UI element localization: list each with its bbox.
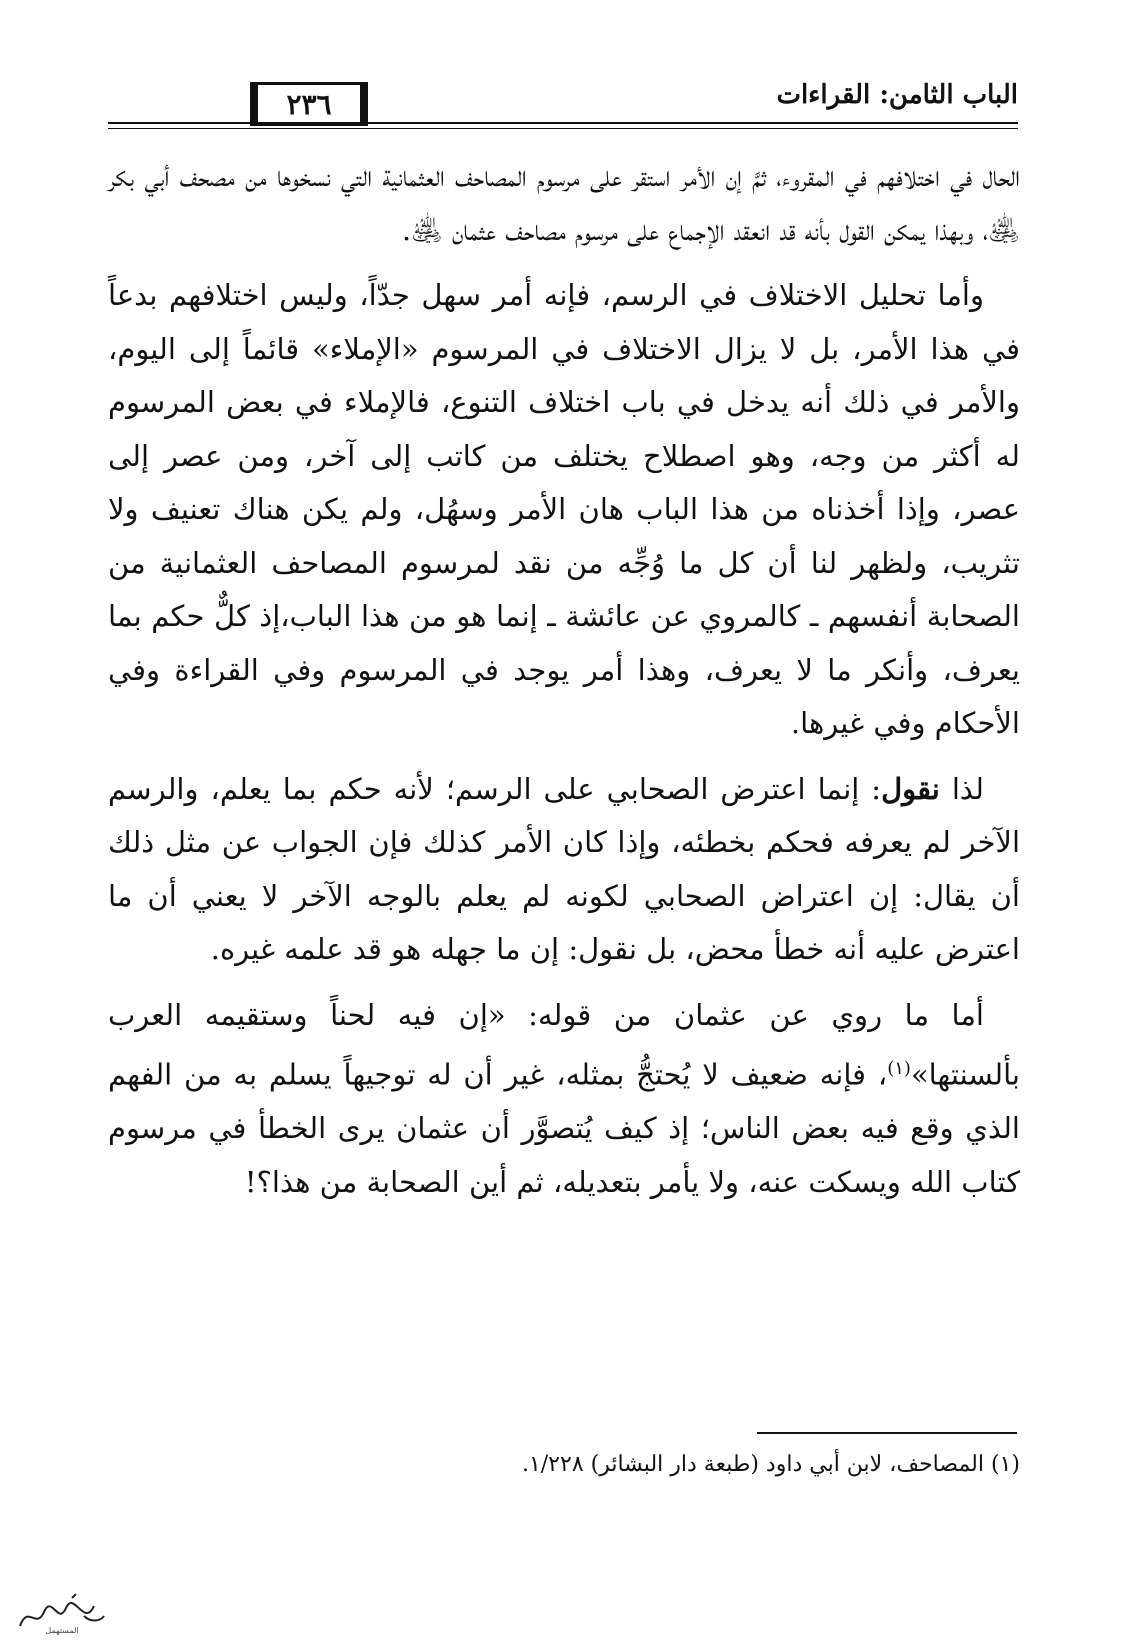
running-header bbox=[108, 76, 1018, 134]
logo-graphic bbox=[14, 1586, 110, 1636]
paragraph-4-before: أما ما روي عن عثمان من قوله: «إن فيه لحناً وستقيمه العرب بألسنتها» bbox=[108, 997, 1020, 1092]
paragraph-3-lead: لذا bbox=[939, 771, 984, 806]
paragraph-1: الحال في اختلافهم في المقروء، ثمَّ إن الأمر استقر على مرسوم المصاحف العثمانية التي نسخوها من مصحف أبي بكر ﵁، وبهذا يمكن القول بأنه قد انعقد الإجماع على مرسوم مصاحف عثمان ﵁. bbox=[108, 159, 1020, 247]
footnote-marker[interactable]: (١) bbox=[887, 1058, 911, 1079]
main-text bbox=[108, 150, 1020, 1221]
header-rule-thin bbox=[108, 128, 1018, 129]
footnote-separator bbox=[757, 1432, 1017, 1434]
page-number: ٢٣٦ bbox=[250, 82, 368, 126]
publisher-calligraphy-logo-icon bbox=[14, 1586, 110, 1636]
footnote-1: (١) المصاحف، لابن أبي داود (طبعة دار البشائر) ١/٢٢٨. bbox=[521, 1452, 1020, 1477]
paragraph-3-bold-word: نقول bbox=[881, 771, 940, 806]
chapter-title: الباب الثامن: القراءات bbox=[776, 80, 1018, 110]
paragraph-3-rest: : إنما اعترض الصحابي على الرسم؛ لأنه حكم بما يعلم، والرسم الآخر لم يعرفه فحكم بخطئه، وإذا كان الأمر كذلك فإن الجواب عن مثل ذلك أن يقال: إن اعتراض الصحابي لكونه لم يعلم بالوجه الآخر لا يعني أن ما اعترض عليه أنه خطأ محض، بل نقول: إن ما جهله هو قد علمه غيره. bbox=[108, 771, 1020, 966]
header-rule bbox=[108, 122, 1018, 124]
logo-text: المستهمل bbox=[45, 1626, 79, 1635]
paragraph-4 bbox=[108, 989, 1020, 1210]
paragraph-2: وأما تحليل الاختلاف في الرسم، فإنه أمر سهل جدّاً، وليس اختلافهم بدعاً في هذا الأمر، بل لا يزال الاختلاف في المرسوم «الإملاء» قائماً إلى اليوم، والأمر في ذلك أنه يدخل في باب اختلاف التنوع، فالإملاء في بعض المرسوم له أكثر من وجه، وهو اصطلاح يختلف من كاتب إلى آخر، ومن عصر إلى عصر، وإذا أخذناه من هذا الباب هان الأمر وسهُل، ولم يكن هناك تعنيف ولا تثريب، ولظهر لنا أن كل ما وُجِّه من نقد لمرسوم المصاحف العثمانية من الصحابة أنفسهم ـ كالمروي عن عائشة ـ إنما هو من هذا الباب،إذ كلٌّ حكم بما يعرف، وأنكر ما لا يعرف، وهذا أمر يوجد في المرسوم وفي القراءة وفي الأحكام وفي غيرها. bbox=[108, 278, 1020, 740]
paragraph-3 bbox=[108, 763, 1020, 977]
paragraph-4-after: ، فإنه ضعيف لا يُحتجُّ بمثله، غير أن له توجيهاً يسلم به من الفهم الذي وقع فيه بعض الناس؛ إذ كيف يُتصوَّر أن عثمان يرى الخطأ في مرسوم كتاب الله ويسكت عنه، ولا يأمر بتعديله، ثم أين الصحابة من هذا؟! bbox=[108, 1057, 1020, 1199]
